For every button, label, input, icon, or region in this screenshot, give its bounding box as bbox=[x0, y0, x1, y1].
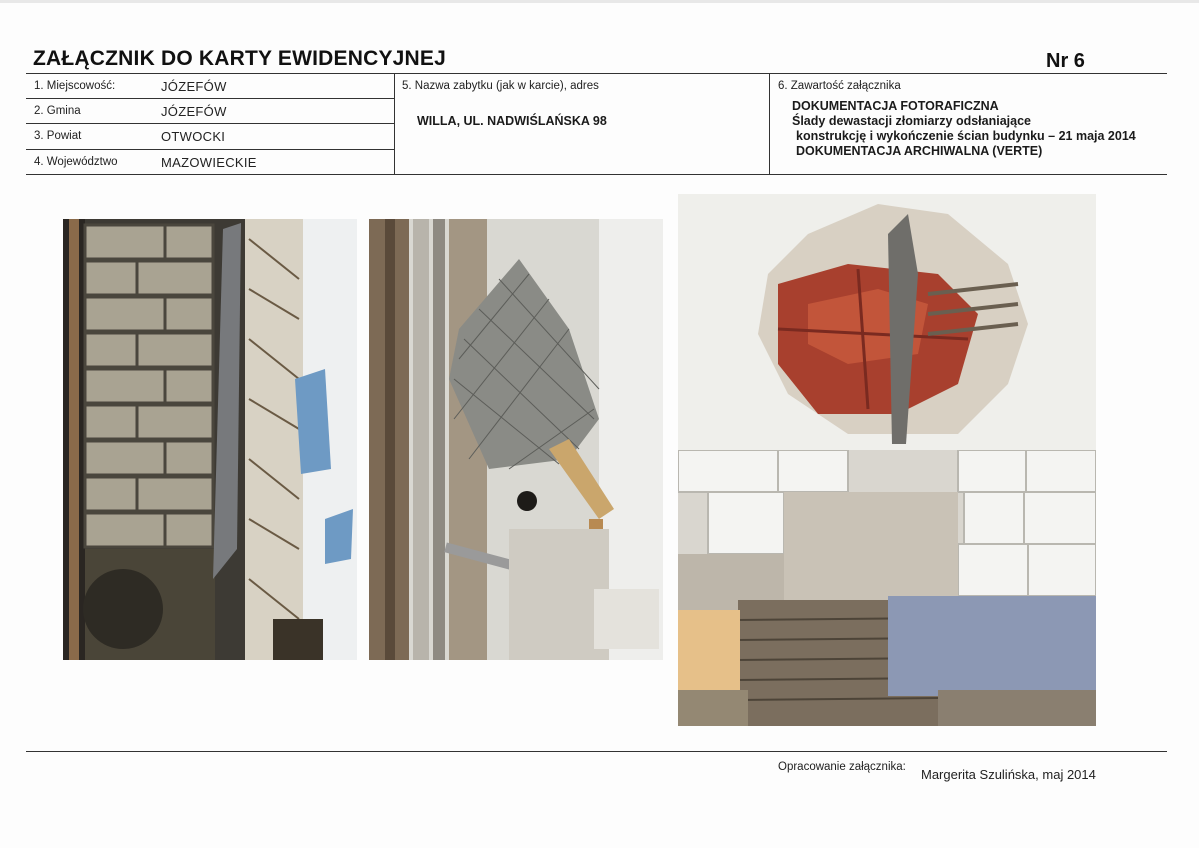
zawartosc-line: DOKUMENTACJA FOTORAFICZNA bbox=[792, 99, 999, 113]
photo-brick-wall bbox=[63, 219, 357, 660]
zawartosc-line: konstrukcję i wykończenie ścian budynku – 21 maja 2014 bbox=[796, 129, 1136, 143]
row-divider-2 bbox=[26, 123, 395, 124]
gmina-label: 2. Gmina bbox=[34, 105, 81, 117]
footer-rule bbox=[26, 751, 1167, 752]
table-bottom-rule bbox=[26, 174, 1167, 175]
footer-author: Margerita Szulińska, maj 2014 bbox=[921, 767, 1096, 782]
wojewodztwo-label: 4. Województwo bbox=[34, 156, 118, 168]
photo-tiled-wall bbox=[678, 450, 1096, 726]
nazwa-label: 5. Nazwa zabytku (jak w karcie), adres bbox=[402, 80, 599, 92]
zawartosc-label: 6. Zawartość załącznika bbox=[778, 80, 901, 92]
table-top-rule bbox=[26, 73, 1167, 74]
zawartosc-line: DOKUMENTACJA ARCHIWALNA (VERTE) bbox=[796, 144, 1043, 158]
document-title: ZAŁĄCZNIK DO KARTY EWIDENCYJNEJ bbox=[33, 47, 447, 70]
footer-label: Opracowanie załącznika: bbox=[778, 761, 906, 773]
column-divider-1 bbox=[394, 73, 395, 174]
photo-torn-mesh bbox=[369, 219, 663, 660]
miejscowosc-value: JÓZEFÓW bbox=[161, 79, 227, 94]
attachment-number: Nr 6 bbox=[1046, 50, 1085, 72]
column-divider-2 bbox=[769, 73, 770, 174]
powiat-value: OTWOCKI bbox=[161, 129, 226, 144]
scan-edge bbox=[0, 0, 1199, 3]
powiat-label: 3. Powiat bbox=[34, 130, 82, 142]
photo-red-brick bbox=[678, 194, 1096, 450]
wojewodztwo-value: MAZOWIECKIE bbox=[161, 155, 257, 170]
miejscowosc-label: 1. Miejscowość: bbox=[34, 80, 116, 92]
row-divider-1 bbox=[26, 98, 395, 99]
nazwa-value: WILLA, UL. NADWIŚLAŃSKA 98 bbox=[417, 114, 607, 128]
zawartosc-line: Ślady dewastacji złomiarzy odsłaniające bbox=[792, 114, 1031, 128]
row-divider-3 bbox=[26, 149, 395, 150]
gmina-value: JÓZEFÓW bbox=[161, 104, 227, 119]
